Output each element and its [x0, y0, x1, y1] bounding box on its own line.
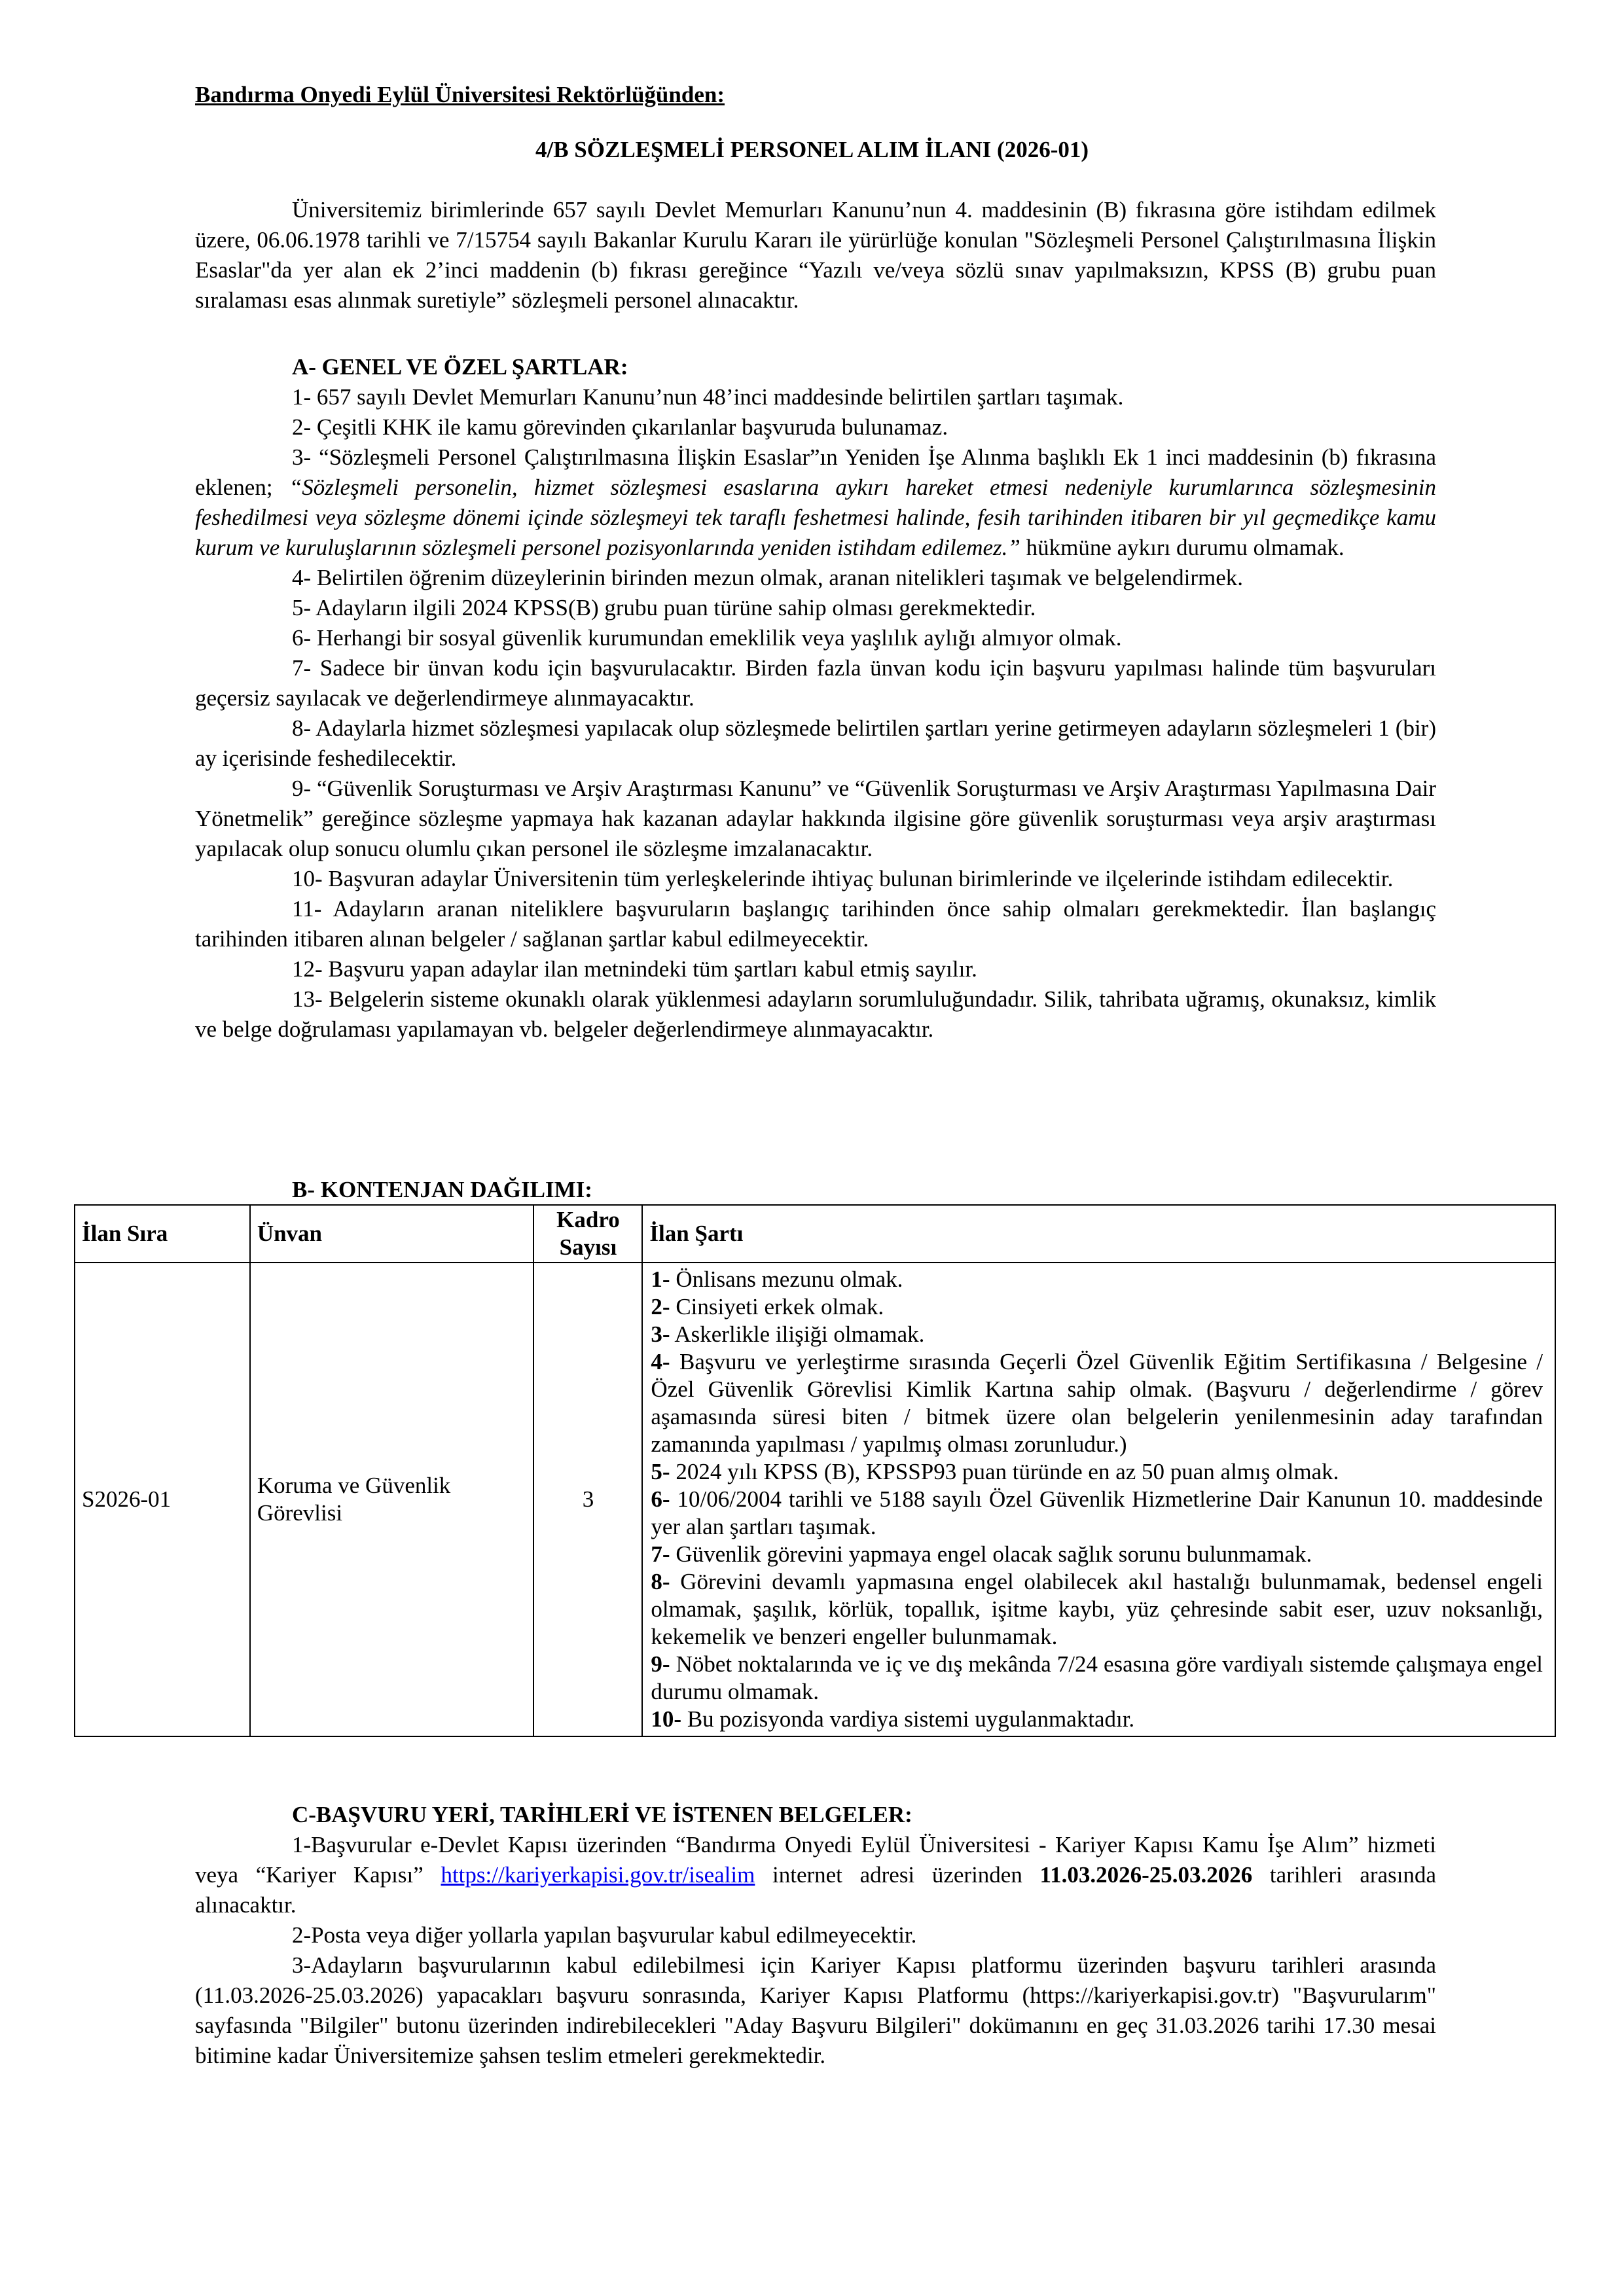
- condition-number: 5-: [651, 1459, 670, 1484]
- section-a-item: 12- Başvuru yapan adaylar ilan metnindeki tüm şartları kabul etmiş sayılır.: [292, 956, 977, 982]
- section-a-item: 10- Başvuran adaylar Üniversitenin tüm yerleşkelerinde ihtiyaç bulunan birimlerinde ve ilçelerinde istihdam edilecektir.: [292, 866, 1394, 891]
- section-c-paragraph-3: 3-Adayların başvurularının kabul edilebilmesi için Kariyer Kapısı platformu üzerinden başvuru tarihleri arasında (11.03.2026-25.03.2026) yapacakları başvuru sonrasında, Kariyer Kapısı Platformu (https://kariyerkapisi.gov.tr) "Başvurularım" sayfasında "Bilgiler" butonu üzerinden indirebilecekleri "Aday Başvuru Bilgileri" dokümanını en geç 31.03.2026 tarihi 17.30 mesai bitimine kadar Üniversitemize şahsen teslim etmeleri gerekmektedir.: [195, 1952, 1436, 2068]
- condition-text: Nöbet noktalarında ve iç ve dış mekânda 7/24 esasına göre vardiyalı sistemde çalışmaya engel durumu olmamak.: [651, 1651, 1543, 1704]
- col-header-ilan-sarti: İlan Şartı: [642, 1205, 1555, 1263]
- table-header-row: [75, 1205, 1555, 1263]
- section-a-item: 9- “Güvenlik Soruşturması ve Arşiv Araştırması Kanunu” ve “Güvenlik Soruşturması ve Arşiv Araştırması Yapılmasına Dair Yönetmelik” gereğince sözleşme yapmaya hak kazanan adaylar hakkında ilgisine göre güvenlik soruşturması veya arşiv araştırması yapılacak olup sonucu olumlu çıkan personel ile sözleşme imzalanacaktır.: [195, 776, 1436, 861]
- condition-number: 9-: [651, 1651, 670, 1677]
- section-a-item: 7- Sadece bir ünvan kodu için başvurulacaktır. Birden fazla ünvan kodu için başvuru yapılması halinde tüm başvuruları geçersiz sayılacak ve değerlendirmeye alınmayacaktır.: [195, 655, 1436, 711]
- condition-text: Cinsiyeti erkek olmak.: [670, 1294, 884, 1319]
- condition-item: [651, 1348, 1543, 1458]
- section-c: [195, 1800, 1436, 2071]
- p1-text-end: tarihleri arasında alınacaktır.: [195, 1862, 1436, 1918]
- cell-conditions: [642, 1263, 1555, 1736]
- application-dates: 11.03.2026-25.03.2026: [1039, 1862, 1253, 1888]
- col-header-ilan-sira: İlan Sıra: [75, 1205, 250, 1263]
- section-a-item: 6- Herhangi bir sosyal güvenlik kurumundan emeklilik veya yaşlılık aylığı almıyor olmak.: [292, 625, 1122, 651]
- section-a-item: 13- Belgelerin sisteme okunaklı olarak yüklenmesi adayların sorumluluğundadır. Silik, tahribata uğramış, okunaksız, kimlik ve belge doğrulaması yapılamayan vb. belgeler değerlendirmeye alınmayacaktır.: [195, 986, 1436, 1042]
- kadro-label-line1: Kadro: [556, 1207, 620, 1232]
- condition-item: [651, 1706, 1543, 1733]
- condition-text: Önlisans mezunu olmak.: [670, 1266, 903, 1292]
- table-row: [75, 1263, 1555, 1736]
- p1-text-start: 1-Başvurular e-Devlet Kapısı üzerinden “Bandırma Onyedi Eylül Üniversitesi - Kariyer Kapısı Kamu İşe Alım” hizmeti veya “Kariyer Kapısı”: [195, 1832, 1436, 1888]
- condition-number: 6-: [651, 1486, 670, 1512]
- item-3-text-end: hükmüne aykırı durumu olmamak.: [1020, 535, 1344, 560]
- condition-item: [651, 1651, 1543, 1706]
- condition-item: [651, 1321, 1543, 1348]
- condition-text: 10/06/2004 tarihli ve 5188 sayılı Özel Güvenlik Hizmetlerine Dair Kanunun 10. maddesinde yer alan şartları taşımak.: [651, 1486, 1543, 1539]
- section-a-item: 4- Belirtilen öğrenim düzeylerinin birinden mezun olmak, aranan nitelikleri taşımak ve belgelendirmek.: [292, 565, 1243, 590]
- document-title: 4/B SÖZLEŞMELİ PERSONEL ALIM İLANI (2026-01): [535, 137, 1089, 162]
- condition-text: Görevini devamlı yapmasına engel olabilecek akıl hastalığı bulunmamak, bedensel engeli olmamak, şaşılık, körlük, topallık, işitme kaybı, yüz çehresinde sabit eser, uzuv noksanlığı, kekemelik ve benzeri engeller bulunmamak.: [651, 1569, 1543, 1649]
- condition-item: [651, 1266, 1543, 1293]
- condition-number: 7-: [651, 1541, 670, 1567]
- condition-number: 4-: [651, 1349, 670, 1374]
- condition-item: [651, 1568, 1543, 1651]
- cell-position-title: Koruma ve Güvenlik Görevlisi: [250, 1263, 534, 1736]
- condition-text: 2024 yılı KPSS (B), KPSSP93 puan türünde en az 50 puan almış olmak.: [670, 1459, 1339, 1484]
- item-3-quote: “Sözleşmeli personelin, hizmet sözleşmesi esaslarına aykırı hareket etmesi nedeniyle kurumlarınca sözleşmesinin feshedilmesi veya sözleşme dönemi içinde sözleşmeyi tek taraflı feshetmesi halinde, fesih tarihinden itibaren bir yıl geçmedikçe kamu kurum ve kuruluşlarının sözleşmeli personel pozisyonlarında yeniden istihdam edilemez.”: [195, 475, 1436, 560]
- section-a-item: 1- 657 sayılı Devlet Memurları Kanunu’nun 48’inci maddesinde belirtilen şartları taşımak.: [292, 384, 1124, 410]
- condition-number: 8-: [651, 1569, 670, 1594]
- section-a-item: 5- Adayların ilgili 2024 KPSS(B) grubu puan türüne sahip olması gerekmektedir.: [292, 595, 1036, 620]
- col-header-kadro-sayisi: [533, 1205, 642, 1263]
- condition-text: Askerlikle ilişiği olmamak.: [670, 1321, 925, 1347]
- condition-text: Başvuru ve yerleştirme sırasında Geçerli Özel Güvenlik Eğitim Sertifikasına / Belgesine / Özel Güvenlik Görevlisi Kimlik Kartına sahip olmak. (Başvuru / değerlendirme / görev aşamasında süresi biten / bitmek üzere olan belgelerin yenilenmesinin aday tarafından zamanında yapılması / yapılmış olması zorunludur.): [651, 1349, 1543, 1457]
- section-c-paragraph-1: [195, 1830, 1436, 1920]
- section-c-paragraph-2: 2-Posta veya diğer yollarla yapılan başvurular kabul edilmeyecektir.: [292, 1922, 917, 1948]
- condition-number: 10-: [651, 1706, 682, 1732]
- kariyer-kapisi-link[interactable]: https://kariyerkapisi.gov.tr/isealim: [441, 1862, 755, 1888]
- issuer-header: Bandırma Onyedi Eylül Üniversitesi Rektörlüğünden:: [195, 82, 725, 107]
- p1-text-mid: internet adresi üzerinden: [755, 1862, 1040, 1888]
- section-b-heading: B- KONTENJAN DAĞILIMI:: [292, 1177, 592, 1202]
- kadro-label-line2: Sayısı: [559, 1234, 617, 1260]
- quota-table: [74, 1204, 1556, 1737]
- section-a-item-3: [195, 442, 1436, 563]
- condition-item: [651, 1541, 1543, 1568]
- condition-text: Güvenlik görevini yapmaya engel olacak sağlık sorunu bulunmamak.: [670, 1541, 1312, 1567]
- cell-ilan-code: S2026-01: [75, 1263, 250, 1736]
- condition-number: 3-: [651, 1321, 670, 1347]
- col-header-unvan: Ünvan: [250, 1205, 534, 1263]
- condition-number: 2-: [651, 1294, 670, 1319]
- item-3-text-start: 3- “Sözleşmeli Personel Çalıştırılmasına İlişkin Esaslar”ın Yeniden İşe Alınma başlıklı Ek 1 inci maddesinin (b) fıkrasına eklenen;: [195, 444, 1436, 500]
- condition-item: [651, 1486, 1543, 1541]
- cell-position-count: 3: [533, 1263, 642, 1736]
- condition-text: Bu pozisyonda vardiya sistemi uygulanmaktadır.: [681, 1706, 1135, 1732]
- intro-paragraph: Üniversitemiz birimlerinde 657 sayılı Devlet Memurları Kanunu’nun 4. maddesinin (B) fıkrasına göre istihdam edilmek üzere, 06.06.1978 tarihli ve 7/15754 sayılı Bakanlar Kurulu Kararı ile yürürlüğe konulan "Sözleşmeli Personel Çalıştırılmasına İlişkin Esaslar"da yer alan ek 2’inci maddenin (b) fıkrası gereğince “Yazılı ve/veya sözlü sınav yapılmaksızın, KPSS (B) grubu puan sıralaması esas alınmak suretiyle” sözleşmeli personel alınacaktır.: [195, 197, 1436, 313]
- section-a: [195, 352, 1436, 1045]
- condition-item: [651, 1293, 1543, 1321]
- section-a-item: 8- Adaylarla hizmet sözleşmesi yapılacak olup sözleşmede belirtilen şartları yerine getirmeyen adayların sözleşmeleri 1 (bir) ay içerisinde feshedilecektir.: [195, 715, 1436, 771]
- condition-item: [651, 1458, 1543, 1486]
- section-a-heading: A- GENEL VE ÖZEL ŞARTLAR:: [292, 354, 628, 380]
- section-c-heading: C-BAŞVURU YERİ, TARİHLERİ VE İSTENEN BELGELER:: [292, 1802, 912, 1827]
- condition-number: 1-: [651, 1266, 670, 1292]
- section-a-item: 11- Adayların aranan niteliklere başvuruların başlangıç tarihinden önce sahip olmaları gerekmektedir. İlan başlangıç tarihinden itibaren alınan belgeler / sağlanan şartlar kabul edilmeyecektir.: [195, 896, 1436, 952]
- section-a-item: 2- Çeşitli KHK ile kamu görevinden çıkarılanlar başvuruda bulunamaz.: [292, 414, 948, 440]
